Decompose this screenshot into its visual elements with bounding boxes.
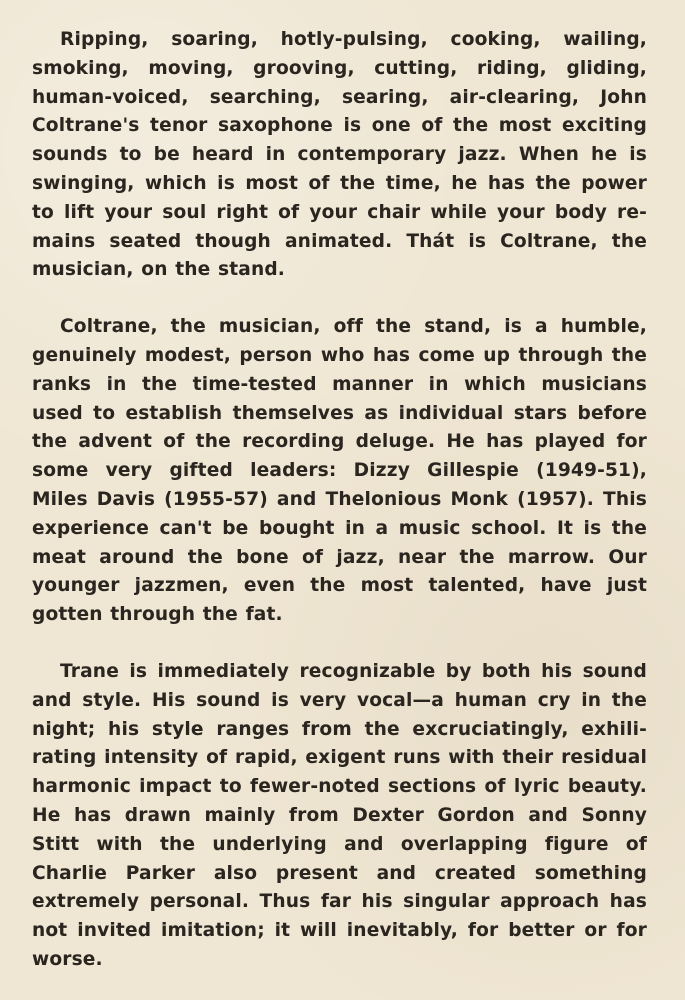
paragraph-2: Coltrane, the musician, off the stand, is a humble, genuinely modest, person who has come up through the ranks in the time-tested manner in which musicians used to establish themselves as individual stars before the advent of the recording deluge. He has played for some very gifted leaders: Dizzy Gillespie (1949-51), Miles Davis (1955-57) and Thelonious Monk (1957). This experience can't be bought in a music school. It is the meat around the bone of jazz, near the marrow. Our younger jazzmen, even the most talented, have just gotten through the fat. bbox=[32, 316, 647, 626]
paragraph-3: Trane is immediately recognizable by both his sound and style. His sound is very vocal—a human cry in the night; his style ranges from the excruciatingly, exhili-rating intensity of rapid, exigent runs with their residual harmonic impact to fewer-noted sections of lyric beauty. He has drawn mainly from Dexter Gordon and Sonny Stitt with the underlying and overlapping figure of Charlie Parker also present and created something extremely personal. Thus far his singular approach has not invited imitation; it will inevitably, for better or for worse. bbox=[32, 660, 647, 970]
paragraph-1: Ripping, soaring, hotly-pulsing, cooking, wailing, smoking, moving, grooving, cutting, riding, gliding, human-voiced, searching, searing, air-clearing, John Coltrane's tenor saxophone is one of the most exciting sounds to be heard in contemporary jazz. When he is swinging, which is most of the time, he has the power to lift your soul right of your chair while your body re-mains seated though animated. Thát is Coltrane, the musician, on the stand. bbox=[32, 29, 647, 281]
